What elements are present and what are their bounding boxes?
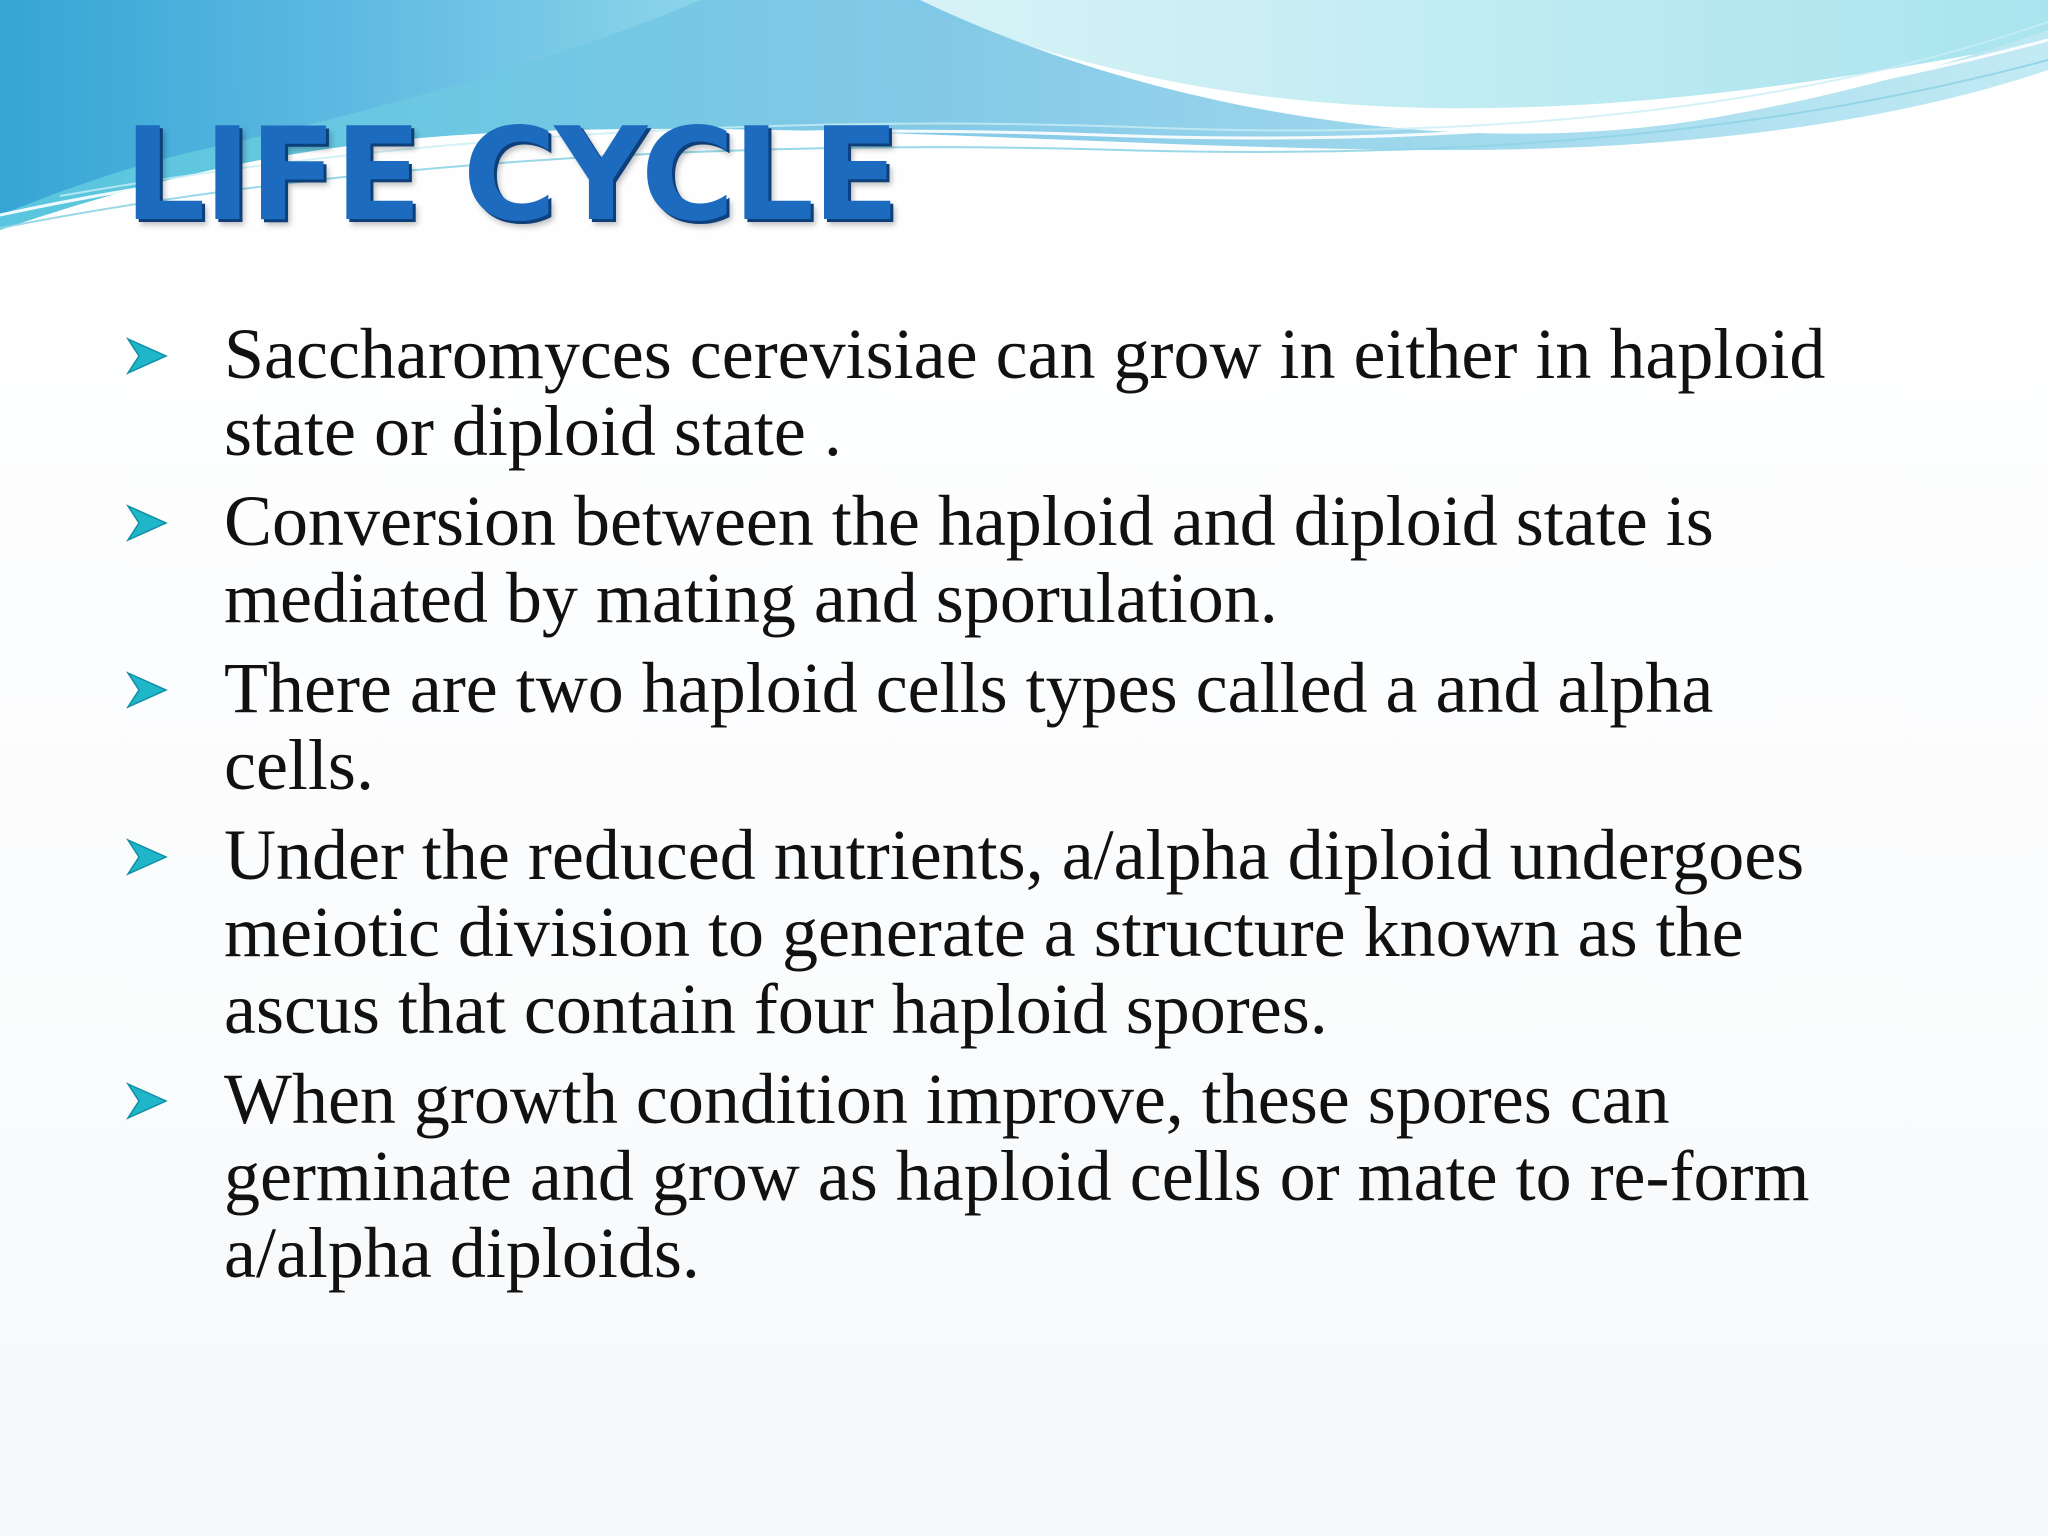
bullet-item bbox=[120, 817, 1840, 1048]
bullet-item bbox=[120, 316, 1840, 470]
slide-title: LIFE CYCLE bbox=[124, 101, 898, 250]
bullet-text: Saccharomyces cerevisiae can grow in either in haploid state or diploid state . bbox=[224, 314, 1826, 471]
bullet-list bbox=[120, 316, 1840, 1305]
arrowhead-bullet-icon bbox=[124, 336, 168, 376]
bullet-item bbox=[120, 483, 1840, 637]
bullet-item bbox=[120, 650, 1840, 804]
bullet-text: Conversion between the haploid and diploid state is mediated by mating and sporulation. bbox=[224, 481, 1714, 638]
bullet-text: There are two haploid cells types called a and alpha cells. bbox=[224, 648, 1714, 805]
arrowhead-bullet-icon bbox=[124, 503, 168, 543]
arrowhead-bullet-icon bbox=[124, 837, 168, 877]
bullet-text: When growth condition improve, these spores can germinate and grow as haploid cells or mate to re-form a/alpha diploids. bbox=[224, 1059, 1810, 1293]
bullet-item bbox=[120, 1061, 1840, 1292]
arrowhead-bullet-icon bbox=[124, 1081, 168, 1121]
arrowhead-bullet-icon bbox=[124, 670, 168, 710]
bullet-text: Under the reduced nutrients, a/alpha diploid undergoes meiotic division to generate a structure known as the ascus that contain four haploid spores. bbox=[224, 815, 1805, 1049]
